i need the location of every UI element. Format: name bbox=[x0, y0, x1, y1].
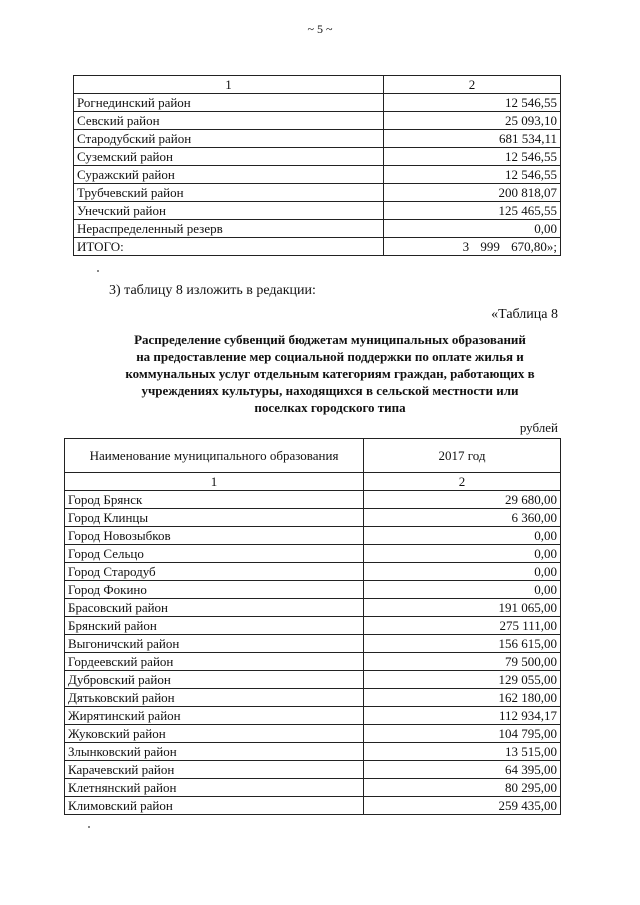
municipality-name: Жуковский район bbox=[65, 725, 364, 743]
municipality-name: Выгоничский район bbox=[65, 635, 364, 653]
table-row bbox=[65, 599, 561, 617]
column-number: 2 bbox=[384, 76, 561, 94]
column-number-row bbox=[74, 76, 561, 94]
municipality-name: Трубчевский район bbox=[74, 184, 384, 202]
table-row bbox=[74, 130, 561, 148]
table-row bbox=[65, 635, 561, 653]
municipality-name: Брасовский район bbox=[65, 599, 364, 617]
amount-value: 80 295,00 bbox=[364, 779, 561, 797]
amount-value: 3 999 670,80»; bbox=[384, 238, 561, 256]
amount-value: 64 395,00 bbox=[364, 761, 561, 779]
table-8 bbox=[64, 438, 561, 815]
amount-value: 12 546,55 bbox=[384, 148, 561, 166]
amount-value: 0,00 bbox=[364, 581, 561, 599]
municipality-name: Город Клинцы bbox=[65, 509, 364, 527]
amount-value: 12 546,55 bbox=[384, 166, 561, 184]
municipality-name: Карачевский район bbox=[65, 761, 364, 779]
column-number: 2 bbox=[364, 473, 561, 491]
column-number: 1 bbox=[74, 76, 384, 94]
amount-value: 25 093,10 bbox=[384, 112, 561, 130]
municipality-name: Дятьковский район bbox=[65, 689, 364, 707]
municipality-name: Город Сельцо bbox=[65, 545, 364, 563]
title-line: учреждениях культуры, находящихся в сельской местности или bbox=[141, 383, 519, 398]
table-row bbox=[74, 94, 561, 112]
table-row bbox=[65, 743, 561, 761]
amount-value: 29 680,00 bbox=[364, 491, 561, 509]
table-row bbox=[65, 761, 561, 779]
amount-value: 125 465,55 bbox=[384, 202, 561, 220]
amount-value: 0,00 bbox=[384, 220, 561, 238]
municipality-name: Стародубский район bbox=[74, 130, 384, 148]
table-row bbox=[74, 220, 561, 238]
header-name-column: Наименование муниципального образования bbox=[65, 439, 364, 473]
table-row bbox=[74, 112, 561, 130]
scan-speck bbox=[97, 270, 99, 272]
table-row bbox=[65, 509, 561, 527]
table-row bbox=[65, 797, 561, 815]
amount-value: 12 546,55 bbox=[384, 94, 561, 112]
municipality-name: Суражский район bbox=[74, 166, 384, 184]
table-row bbox=[65, 689, 561, 707]
table-row bbox=[65, 725, 561, 743]
amount-value: 104 795,00 bbox=[364, 725, 561, 743]
municipality-name: Клетнянский район bbox=[65, 779, 364, 797]
municipality-name: Рогнединский район bbox=[74, 94, 384, 112]
municipality-name: ИТОГО: bbox=[74, 238, 384, 256]
municipality-name: Нераспределенный резерв bbox=[74, 220, 384, 238]
table-row bbox=[65, 671, 561, 689]
municipality-name: Город Брянск bbox=[65, 491, 364, 509]
table-row bbox=[74, 184, 561, 202]
column-number: 1 bbox=[65, 473, 364, 491]
table-caption: «Таблица 8 bbox=[491, 307, 558, 322]
municipality-name: Климовский район bbox=[65, 797, 364, 815]
municipality-name: Город Новозыбков bbox=[65, 527, 364, 545]
header-year-column: 2017 год bbox=[364, 439, 561, 473]
table-row bbox=[65, 779, 561, 797]
table-row bbox=[65, 491, 561, 509]
table-row bbox=[65, 617, 561, 635]
amount-value: 0,00 bbox=[364, 527, 561, 545]
column-number-row bbox=[65, 473, 561, 491]
municipality-name: Город Фокино bbox=[65, 581, 364, 599]
table-row bbox=[65, 545, 561, 563]
municipality-name: Город Стародуб bbox=[65, 563, 364, 581]
title-line: Распределение субвенций бюджетам муниципальных образований bbox=[134, 332, 526, 347]
amount-value: 200 818,07 bbox=[384, 184, 561, 202]
table-row bbox=[74, 148, 561, 166]
amount-value: 191 065,00 bbox=[364, 599, 561, 617]
municipality-name: Жирятинский район bbox=[65, 707, 364, 725]
scan-speck bbox=[88, 826, 90, 828]
table-row bbox=[74, 166, 561, 184]
amount-value: 162 180,00 bbox=[364, 689, 561, 707]
amount-value: 275 111,00 bbox=[364, 617, 561, 635]
amount-value: 0,00 bbox=[364, 563, 561, 581]
municipality-name: Суземский район bbox=[74, 148, 384, 166]
municipality-name: Брянский район bbox=[65, 617, 364, 635]
amount-value: 0,00 bbox=[364, 545, 561, 563]
table-row bbox=[65, 707, 561, 725]
municipality-name: Дубровский район bbox=[65, 671, 364, 689]
table-row bbox=[65, 581, 561, 599]
amount-value: 79 500,00 bbox=[364, 653, 561, 671]
amount-value: 681 534,11 bbox=[384, 130, 561, 148]
amendment-paragraph: 3) таблицу 8 изложить в редакции: bbox=[109, 283, 316, 298]
page-number: ~ 5 ~ bbox=[307, 22, 333, 36]
table-continued bbox=[73, 75, 561, 256]
amount-value: 129 055,00 bbox=[364, 671, 561, 689]
amount-value: 6 360,00 bbox=[364, 509, 561, 527]
units-label: рублей bbox=[519, 420, 558, 435]
amount-value: 13 515,00 bbox=[364, 743, 561, 761]
title-line: коммунальных услуг отдельным категориям граждан, работающих в bbox=[125, 366, 535, 381]
title-line: поселках городского типа bbox=[254, 400, 406, 415]
municipality-name: Севский район bbox=[74, 112, 384, 130]
amount-value: 259 435,00 bbox=[364, 797, 561, 815]
municipality-name: Злынковский район bbox=[65, 743, 364, 761]
table-row bbox=[65, 653, 561, 671]
total-row bbox=[74, 238, 561, 256]
municipality-name: Унечский район bbox=[74, 202, 384, 220]
table-header-row bbox=[65, 439, 561, 473]
table-row bbox=[65, 563, 561, 581]
title-line: на предоставление мер социальной поддержки по оплате жилья и bbox=[136, 349, 524, 364]
table-row bbox=[74, 202, 561, 220]
table-row bbox=[65, 527, 561, 545]
table-title bbox=[60, 331, 600, 416]
amount-value: 112 934,17 bbox=[364, 707, 561, 725]
amount-value: 156 615,00 bbox=[364, 635, 561, 653]
municipality-name: Гордеевский район bbox=[65, 653, 364, 671]
